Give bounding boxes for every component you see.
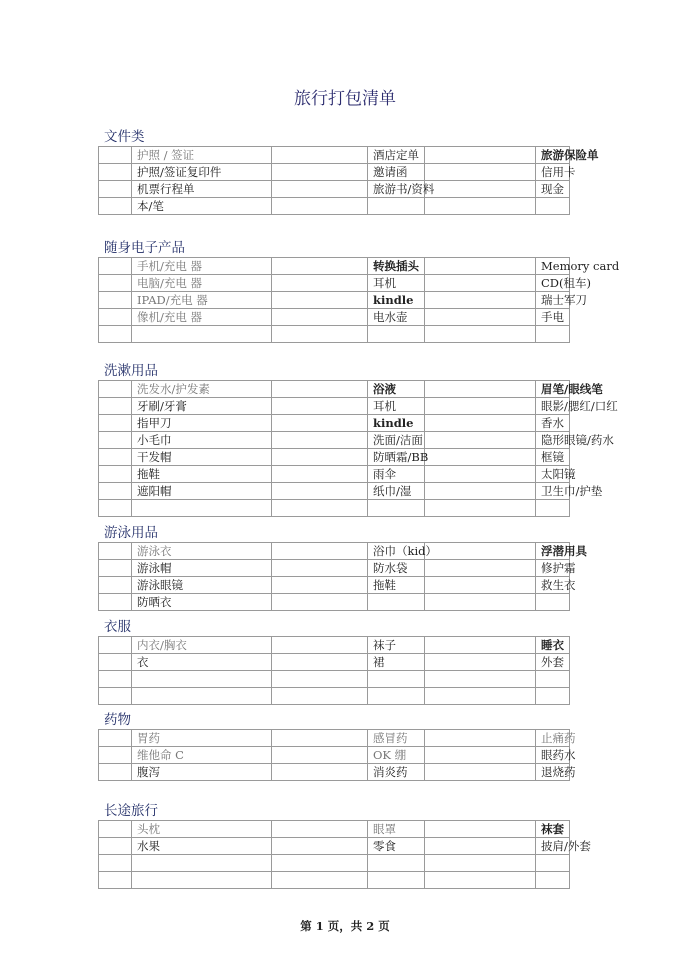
item-cell: 手机/充电 器 [132, 258, 272, 275]
item-cell: OK 绷 [368, 747, 425, 764]
check-cell [99, 258, 132, 275]
check-cell [99, 577, 132, 594]
section-title: 药物 [104, 712, 131, 728]
check-cell [425, 326, 536, 343]
check-cell [272, 560, 368, 577]
item-cell: 止痛药 [536, 730, 570, 747]
check-cell [425, 432, 536, 449]
check-cell [99, 654, 132, 671]
check-cell [425, 415, 536, 432]
table-row [99, 164, 570, 181]
item-cell: 眼药水 [536, 747, 570, 764]
item-cell: 卫生巾/护垫 [536, 483, 570, 500]
item-cell: 裙 [368, 654, 425, 671]
table-row [99, 147, 570, 164]
check-cell [272, 198, 368, 215]
item-cell [536, 688, 570, 705]
check-cell [425, 483, 536, 500]
item-cell: 瑞士军刀 [536, 292, 570, 309]
check-cell [272, 671, 368, 688]
check-cell [99, 821, 132, 838]
table-row [99, 483, 570, 500]
check-cell [272, 466, 368, 483]
check-cell [272, 181, 368, 198]
check-cell [425, 258, 536, 275]
check-cell [272, 594, 368, 611]
check-cell [425, 398, 536, 415]
check-cell [99, 198, 132, 215]
table-row [99, 415, 570, 432]
item-cell: 水果 [132, 838, 272, 855]
check-cell [425, 730, 536, 747]
item-cell: 小毛巾 [132, 432, 272, 449]
check-cell [272, 764, 368, 781]
check-cell [425, 275, 536, 292]
item-cell: 披肩/外套 [536, 838, 570, 855]
item-cell: 指甲刀 [132, 415, 272, 432]
item-cell [368, 872, 425, 889]
check-cell [425, 164, 536, 181]
check-cell [99, 872, 132, 889]
section-documents [98, 128, 599, 215]
item-cell: 洗面/洁面 [368, 432, 425, 449]
item-cell: 干发帽 [132, 449, 272, 466]
item-cell [132, 671, 272, 688]
item-cell: 牙刷/牙膏 [132, 398, 272, 415]
check-cell [99, 838, 132, 855]
checklist-table [98, 729, 576, 781]
check-cell [99, 309, 132, 326]
check-cell [425, 838, 536, 855]
check-cell [425, 449, 536, 466]
table-row [99, 449, 570, 466]
item-cell: 电水壶 [368, 309, 425, 326]
item-cell: 袜套 [536, 821, 570, 838]
check-cell [425, 594, 536, 611]
item-cell: 感冒药 [368, 730, 425, 747]
check-cell [99, 637, 132, 654]
item-cell: 内衣/胸衣 [132, 637, 272, 654]
item-cell: 外套 [536, 654, 570, 671]
table-row [99, 198, 570, 215]
table-row [99, 764, 570, 781]
section-long-trip [98, 802, 591, 889]
section-title: 洗漱用品 [104, 363, 158, 379]
item-cell: 太阳镜 [536, 466, 570, 483]
item-cell: 洗发水/护发素 [132, 381, 272, 398]
section-title: 文件类 [104, 129, 145, 145]
check-cell [272, 821, 368, 838]
check-cell [99, 730, 132, 747]
check-cell [99, 415, 132, 432]
check-cell [272, 872, 368, 889]
table-row [99, 855, 570, 872]
item-cell: 纸巾/湿 [368, 483, 425, 500]
item-cell: 酒店定单 [368, 147, 425, 164]
item-cell: 睡衣 [536, 637, 570, 654]
item-cell: 电脑/充电 器 [132, 275, 272, 292]
check-cell [99, 594, 132, 611]
check-cell [425, 637, 536, 654]
item-cell: 眼影/腮红/口红 [536, 398, 570, 415]
section-title: 衣服 [104, 619, 131, 635]
check-cell [99, 500, 132, 517]
item-cell: 旅游书/资料 [368, 181, 425, 198]
item-cell: 衣 [132, 654, 272, 671]
check-cell [99, 747, 132, 764]
item-cell: 框镜 [536, 449, 570, 466]
check-cell [99, 398, 132, 415]
checklist-table [98, 380, 618, 517]
item-cell [132, 855, 272, 872]
section-toiletries [98, 362, 618, 517]
item-cell: CD(租车) [536, 275, 570, 292]
table-row [99, 292, 570, 309]
check-cell [425, 821, 536, 838]
item-cell: 零食 [368, 838, 425, 855]
check-cell [272, 577, 368, 594]
table-row [99, 181, 570, 198]
page-footer: 第 1 页，共 2 页 [300, 919, 390, 933]
section-title: 长途旅行 [104, 803, 158, 819]
table-row [99, 258, 570, 275]
check-cell [425, 577, 536, 594]
check-cell [272, 543, 368, 560]
check-cell [272, 432, 368, 449]
item-cell [368, 500, 425, 517]
table-row [99, 671, 570, 688]
check-cell [99, 381, 132, 398]
check-cell [272, 654, 368, 671]
item-cell: 手电 [536, 309, 570, 326]
check-cell [272, 747, 368, 764]
check-cell [99, 855, 132, 872]
item-cell: 遮阳帽 [132, 483, 272, 500]
table-row [99, 326, 570, 343]
section-title: 游泳用品 [104, 525, 158, 541]
check-cell [425, 309, 536, 326]
check-cell [99, 147, 132, 164]
item-cell: 防晒衣 [132, 594, 272, 611]
table-row [99, 577, 570, 594]
table-row [99, 872, 570, 889]
check-cell [272, 415, 368, 432]
item-cell: 眉笔/眼线笔 [536, 381, 570, 398]
item-cell [368, 326, 425, 343]
check-cell [272, 855, 368, 872]
item-cell: 消炎药 [368, 764, 425, 781]
item-cell: 退烧药 [536, 764, 570, 781]
check-cell [425, 688, 536, 705]
item-cell: 腹泻 [132, 764, 272, 781]
item-cell: 拖鞋 [368, 577, 425, 594]
item-cell: 雨伞 [368, 466, 425, 483]
section-swimming [98, 524, 587, 611]
check-cell [425, 198, 536, 215]
table-row [99, 466, 570, 483]
item-cell [536, 594, 570, 611]
check-cell [272, 292, 368, 309]
item-cell [536, 326, 570, 343]
check-cell [99, 326, 132, 343]
checklist-table [98, 820, 591, 889]
table-row [99, 821, 570, 838]
item-cell: 游泳衣 [132, 543, 272, 560]
check-cell [425, 147, 536, 164]
section-title: 随身电子产品 [104, 240, 185, 256]
check-cell [99, 483, 132, 500]
section-medicine [98, 711, 576, 781]
check-cell [272, 500, 368, 517]
item-cell [132, 872, 272, 889]
check-cell [425, 747, 536, 764]
item-cell: 耳机 [368, 398, 425, 415]
check-cell [99, 275, 132, 292]
item-cell: 香水 [536, 415, 570, 432]
item-cell [536, 198, 570, 215]
table-row [99, 594, 570, 611]
check-cell [99, 432, 132, 449]
item-cell: kindle [368, 415, 425, 432]
item-cell: 胃药 [132, 730, 272, 747]
table-row [99, 309, 570, 326]
check-cell [425, 500, 536, 517]
section-clothing [98, 618, 564, 705]
item-cell: 维他命 C [132, 747, 272, 764]
item-cell: 浴巾（kid） [368, 543, 425, 560]
table-row [99, 838, 570, 855]
check-cell [99, 560, 132, 577]
item-cell: 游泳眼镜 [132, 577, 272, 594]
table-row [99, 432, 570, 449]
item-cell [368, 688, 425, 705]
check-cell [272, 326, 368, 343]
table-row [99, 747, 570, 764]
table-row [99, 560, 570, 577]
checklist-table [98, 542, 587, 611]
check-cell [99, 164, 132, 181]
item-cell: 护照 / 签证 [132, 147, 272, 164]
page-title: 旅行打包清单 [294, 89, 396, 109]
item-cell: 袜子 [368, 637, 425, 654]
section-electronics [98, 239, 620, 343]
table-row [99, 688, 570, 705]
item-cell: 防晒霜/BB [368, 449, 425, 466]
item-cell [368, 671, 425, 688]
item-cell [536, 671, 570, 688]
item-cell: 拖鞋 [132, 466, 272, 483]
table-row [99, 730, 570, 747]
item-cell: 浮潜用具 [536, 543, 570, 560]
check-cell [99, 688, 132, 705]
item-cell: 眼罩 [368, 821, 425, 838]
check-cell [99, 449, 132, 466]
item-cell: 游泳帽 [132, 560, 272, 577]
item-cell [536, 872, 570, 889]
item-cell [368, 855, 425, 872]
check-cell [425, 381, 536, 398]
item-cell: 旅游保险单 [536, 147, 570, 164]
table-row [99, 543, 570, 560]
item-cell: 头枕 [132, 821, 272, 838]
checklist-table [98, 636, 570, 705]
item-cell [132, 500, 272, 517]
item-cell: 防水袋 [368, 560, 425, 577]
item-cell: 浴液 [368, 381, 425, 398]
check-cell [425, 466, 536, 483]
check-cell [272, 381, 368, 398]
check-cell [272, 147, 368, 164]
check-cell [272, 483, 368, 500]
item-cell: 现金 [536, 181, 570, 198]
check-cell [99, 671, 132, 688]
table-row [99, 381, 570, 398]
item-cell: 耳机 [368, 275, 425, 292]
table-row [99, 654, 570, 671]
item-cell: Memory card [536, 258, 570, 275]
check-cell [272, 309, 368, 326]
item-cell: 信用卡 [536, 164, 570, 181]
check-cell [425, 543, 536, 560]
item-cell: kindle [368, 292, 425, 309]
item-cell: 救生衣 [536, 577, 570, 594]
item-cell: 机票行程单 [132, 181, 272, 198]
check-cell [272, 164, 368, 181]
check-cell [272, 398, 368, 415]
check-cell [272, 730, 368, 747]
item-cell: 本/笔 [132, 198, 272, 215]
check-cell [425, 292, 536, 309]
item-cell: 像机/充电 器 [132, 309, 272, 326]
check-cell [272, 838, 368, 855]
check-cell [272, 637, 368, 654]
check-cell [272, 275, 368, 292]
item-cell: 邀请函 [368, 164, 425, 181]
item-cell [368, 198, 425, 215]
item-cell [536, 500, 570, 517]
check-cell [425, 181, 536, 198]
check-cell [425, 654, 536, 671]
item-cell [132, 326, 272, 343]
item-cell [536, 855, 570, 872]
check-cell [99, 466, 132, 483]
checklist-table [98, 257, 620, 343]
item-cell: IPAD/充电 器 [132, 292, 272, 309]
item-cell: 隐形眼镜/药水 [536, 432, 570, 449]
check-cell [425, 855, 536, 872]
table-row [99, 500, 570, 517]
check-cell [99, 764, 132, 781]
table-row [99, 637, 570, 654]
table-row [99, 275, 570, 292]
item-cell [368, 594, 425, 611]
check-cell [425, 764, 536, 781]
check-cell [99, 292, 132, 309]
check-cell [272, 688, 368, 705]
item-cell: 转换插头 [368, 258, 425, 275]
check-cell [272, 258, 368, 275]
table-row [99, 398, 570, 415]
checklist-table [98, 146, 599, 215]
check-cell [99, 543, 132, 560]
check-cell [425, 560, 536, 577]
check-cell [425, 872, 536, 889]
item-cell: 护照/签证复印件 [132, 164, 272, 181]
check-cell [272, 449, 368, 466]
check-cell [425, 671, 536, 688]
check-cell [99, 181, 132, 198]
item-cell: 修护霜 [536, 560, 570, 577]
item-cell [132, 688, 272, 705]
